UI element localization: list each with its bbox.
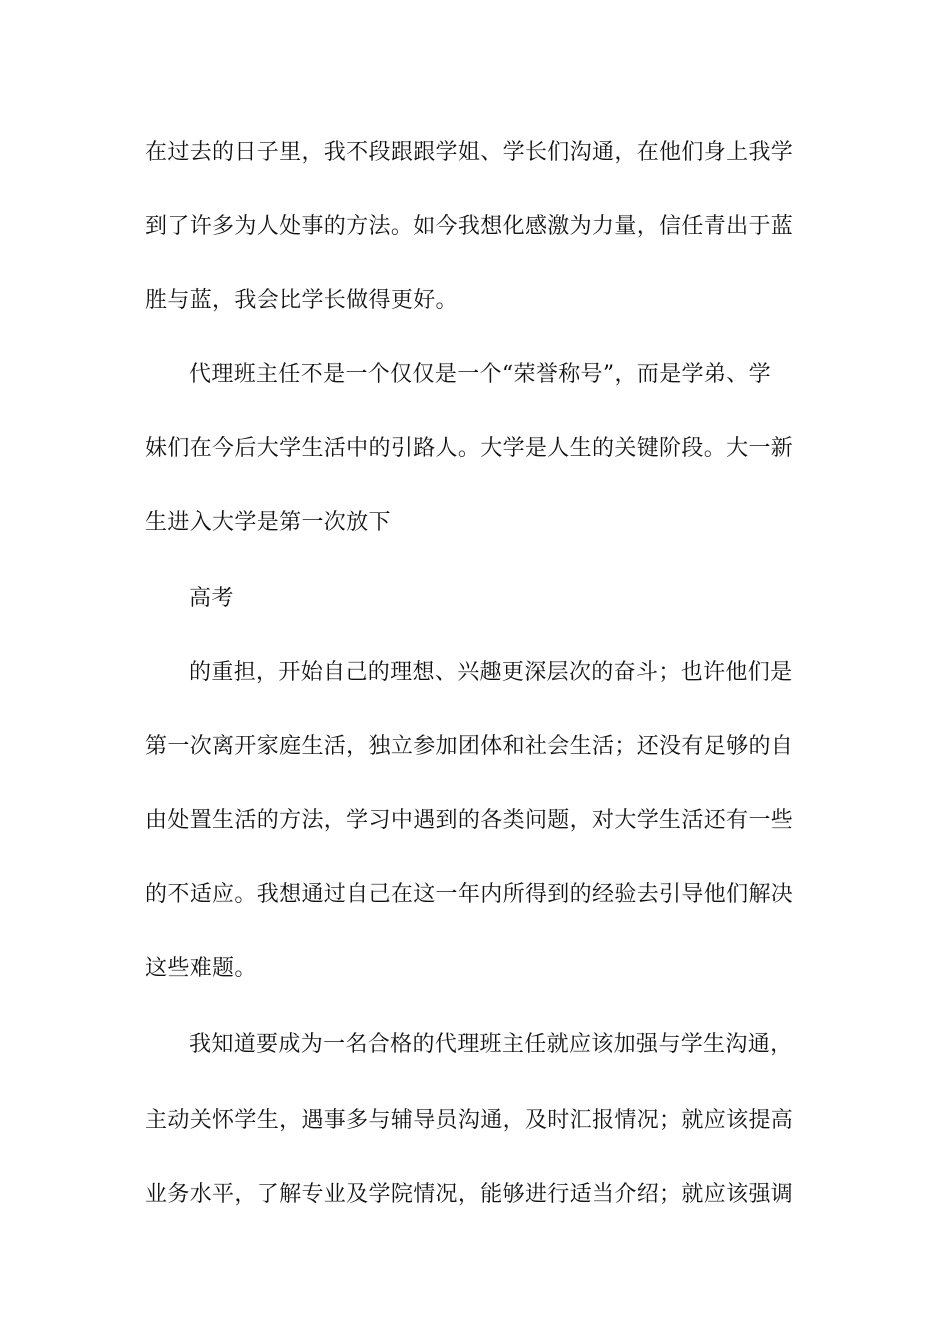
text-line: 妹们在今后大学生活中的引路人。大学是人生的关键阶段。大一新 [145, 436, 794, 461]
text-line: 到了许多为人处事的方法。如今我想化感激为力量，信任青出于蓝 [145, 214, 794, 239]
text-line: 胜与蓝，我会比学长做得更好。 [145, 288, 458, 313]
text-line: 代理班主任不是一个仅仅是一个“荣誉称号”，而是学弟、学 [189, 362, 771, 387]
text-line: 第一次离开家庭生活，独立参加团体和社会生活；还没有足够的自 [145, 734, 794, 759]
text-line: 的重担，开始自己的理想、兴趣更深层次的奋斗；也许他们是 [189, 660, 793, 685]
text-line: 生进入大学是第一次放下 [145, 510, 391, 535]
text-line: 业务水平，了解专业及学院情况，能够进行适当介绍；就应该强调 [145, 1182, 794, 1207]
text-line: 主动关怀学生，遇事多与辅导员沟通，及时汇报情况；就应该提高 [145, 1108, 794, 1133]
text-line: 这些难题。 [145, 956, 257, 981]
text-line: 高考 [189, 586, 234, 611]
text-line: 由处置生活的方法，学习中遇到的各类问题，对大学生活还有一些 [145, 808, 794, 833]
text-line: 的不适应。我想通过自己在这一年内所得到的经验去引导他们解决 [145, 882, 794, 907]
text-line: 在过去的日子里，我不段跟跟学姐、学长们沟通，在他们身上我学 [145, 140, 794, 165]
text-line: 我知道要成为一名合格的代理班主任就应该加强与学生沟通， [189, 1032, 793, 1057]
